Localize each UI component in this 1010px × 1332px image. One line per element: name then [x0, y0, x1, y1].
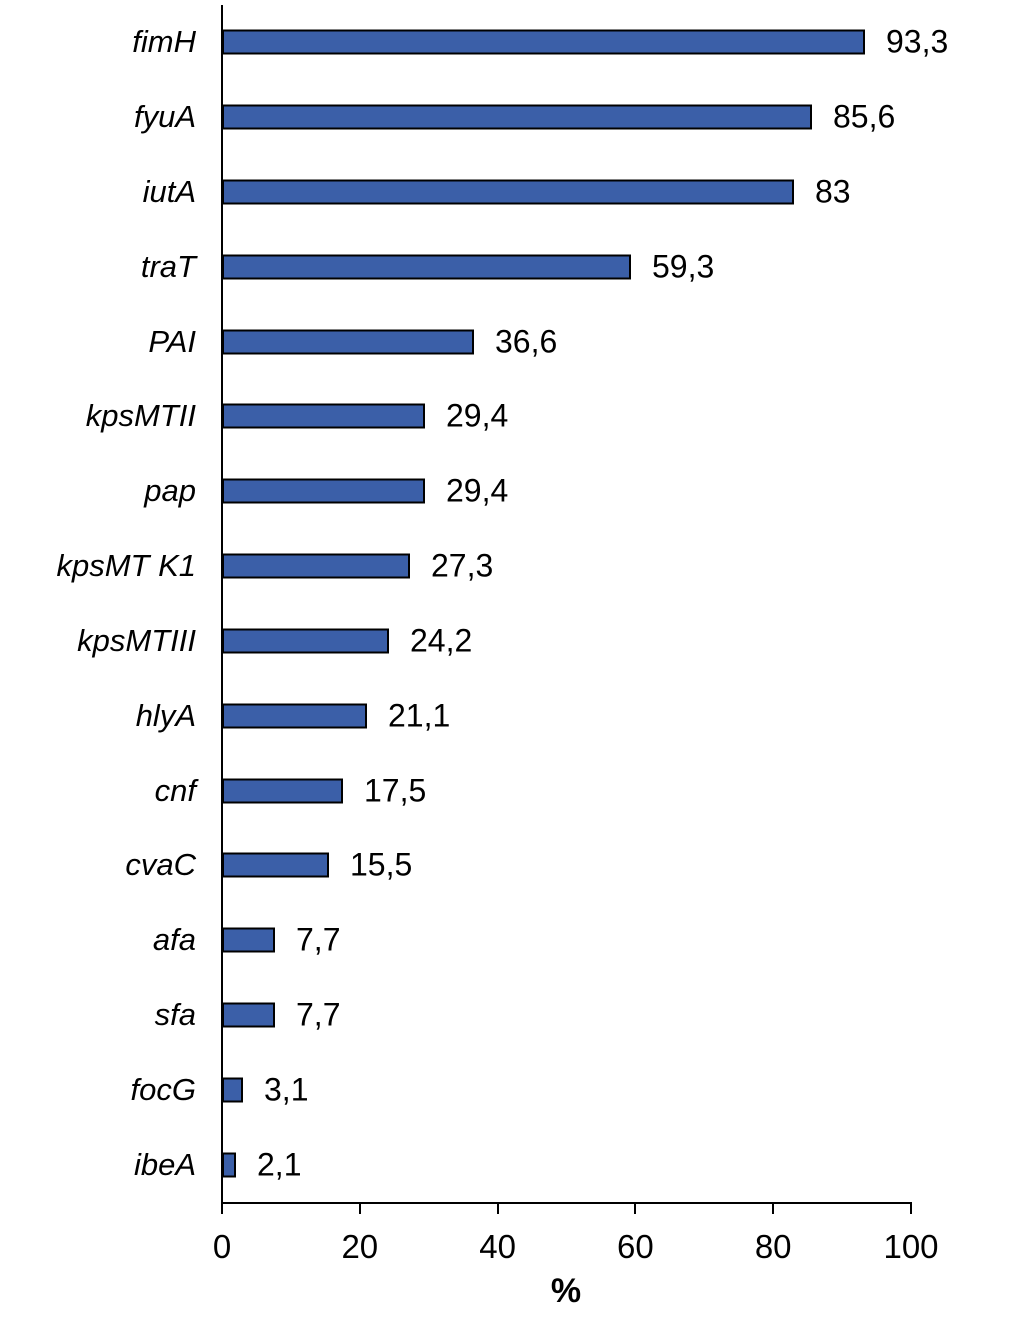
- category-label: iutA: [142, 174, 196, 210]
- x-tick-mark: [359, 1204, 361, 1214]
- bar: [222, 1152, 236, 1177]
- value-label: 7,7: [296, 996, 341, 1033]
- bar: [222, 404, 425, 429]
- category-label: kpsMTII: [85, 398, 196, 434]
- value-label: 29,4: [446, 472, 509, 509]
- category-label: cvaC: [125, 847, 196, 883]
- bar: [222, 853, 329, 878]
- category-label: traT: [140, 248, 196, 284]
- category-label: fyuA: [133, 99, 196, 135]
- x-tick-label: 40: [479, 1228, 516, 1265]
- bar: [222, 479, 425, 504]
- value-label: 24,2: [410, 622, 473, 659]
- x-tick-label: 100: [883, 1228, 939, 1265]
- x-axis-title: %: [550, 1272, 582, 1310]
- value-label: 93,3: [886, 23, 949, 60]
- value-label: 21,1: [388, 697, 451, 734]
- value-label: 27,3: [431, 547, 494, 584]
- category-label: PAI: [148, 323, 196, 359]
- x-tick-mark: [221, 1204, 223, 1214]
- x-tick-mark: [634, 1204, 636, 1214]
- x-axis-line: [221, 1202, 912, 1204]
- value-label: 59,3: [652, 248, 715, 285]
- bar: [222, 554, 410, 579]
- value-label: 83: [815, 173, 851, 210]
- bar: [222, 30, 865, 55]
- category-label: ibeA: [133, 1146, 196, 1182]
- value-label: 2,1: [257, 1146, 302, 1183]
- category-label: kpsMTIII: [77, 622, 196, 658]
- x-tick-label: 60: [617, 1228, 654, 1265]
- category-label: pap: [144, 473, 196, 509]
- value-label: 36,6: [495, 323, 558, 360]
- bar: [222, 180, 794, 205]
- value-label: 15,5: [350, 846, 413, 883]
- value-label: 29,4: [446, 397, 509, 434]
- category-label: focG: [130, 1071, 196, 1107]
- category-label: cnf: [154, 772, 196, 808]
- bar: [222, 1002, 275, 1027]
- x-tick-mark: [910, 1204, 912, 1214]
- value-label: 3,1: [264, 1071, 309, 1108]
- category-label: afa: [152, 922, 196, 958]
- category-label: hlyA: [135, 697, 196, 733]
- value-label: 17,5: [364, 772, 427, 809]
- x-tick-mark: [497, 1204, 499, 1214]
- x-tick-label: 80: [754, 1228, 792, 1265]
- bar: [222, 254, 631, 279]
- category-label: sfa: [154, 996, 196, 1032]
- bar: [222, 105, 812, 130]
- x-tick-mark: [772, 1204, 774, 1214]
- bar: [222, 778, 343, 803]
- bar: [222, 1077, 243, 1102]
- category-label: fimH: [132, 24, 196, 60]
- bar: [222, 703, 367, 728]
- x-tick-label: 20: [341, 1228, 379, 1265]
- x-tick-label: 0: [212, 1228, 232, 1265]
- value-label: 85,6: [833, 98, 896, 135]
- bar: [222, 329, 474, 354]
- bar: [222, 928, 275, 953]
- category-label: kpsMT K1: [56, 548, 196, 584]
- bar: [222, 628, 389, 653]
- value-label: 7,7: [296, 921, 341, 958]
